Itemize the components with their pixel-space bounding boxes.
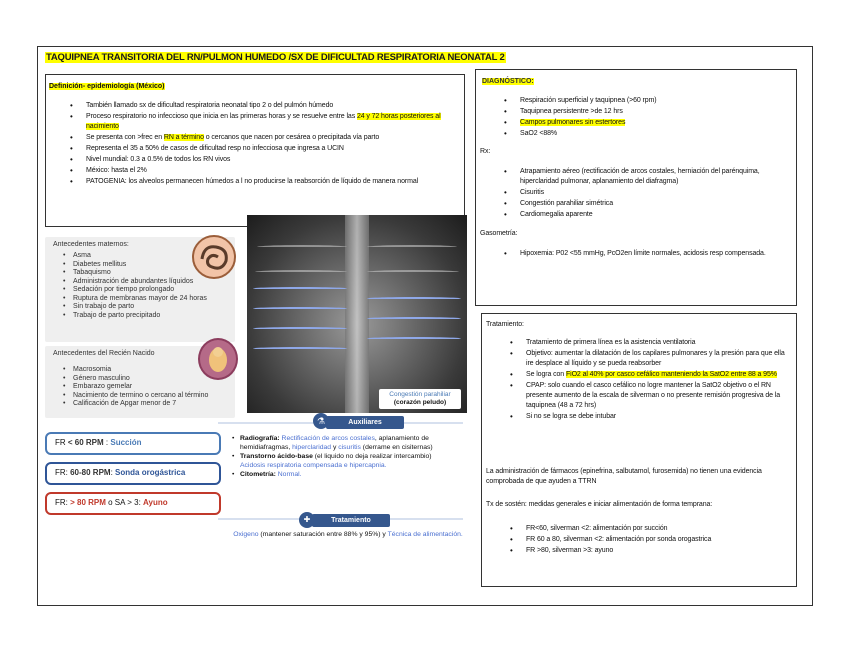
- uterus-icon: [192, 235, 236, 279]
- definicion-item: [54, 166, 459, 176]
- sosten-item-text: FR >80, silverman >3: ayuno: [526, 547, 614, 554]
- rx-item: [488, 210, 788, 220]
- xray-marker-line: [367, 337, 461, 340]
- tratamiento-item: [494, 381, 786, 411]
- definicion-item: [54, 112, 459, 132]
- definicion-item: [54, 133, 459, 143]
- farmacos-text: La administración de fármacos (epinefrina, salbutamol, furosemida) no tienen una evidencia comprobada de que ayuden a TTRN: [486, 468, 762, 485]
- rx-item-text: Atrapamiento aéreo (rectificación de arcos costales, herniación del parénquima, hiperclaridad pulmonar, aplanamiento del diafragma): [520, 168, 760, 185]
- xray-marker-line: [367, 297, 461, 300]
- sosten-item: [494, 524, 786, 534]
- pill-separator: :: [103, 438, 111, 447]
- xray-marker-line: [367, 317, 461, 320]
- definicion-heading: Definición- epidemiología (México): [49, 83, 165, 90]
- thermometer-icon: ⚗: [313, 413, 329, 429]
- pill-action: Succión: [110, 438, 142, 447]
- tratamiento-item: [494, 412, 786, 422]
- rx-item-text: Cisuritis: [520, 189, 544, 196]
- rx-and: y: [331, 444, 339, 451]
- auxiliares-content: [232, 434, 464, 479]
- xray-rib: [367, 270, 459, 274]
- fr-sonda-pill: [45, 462, 221, 485]
- highlighted-text: 24 y 72 horas posteriores al nacimiento: [86, 113, 441, 130]
- item-text: Nivel mundial: 0.3 a 0.5% de todos los RN vivos: [86, 156, 231, 163]
- fetus-icon: [198, 338, 238, 380]
- medicine-icon: ✚: [299, 512, 315, 528]
- definicion-item: [54, 101, 459, 111]
- tratamiento-item-text: Se logra con: [526, 371, 566, 378]
- citometria-item: • Citometría: Normal.: [232, 471, 302, 478]
- tratamiento-item-text: Si no se logra se debe intubar: [526, 413, 617, 420]
- tratamiento-highlight: FiO2 al 40% por casco cefálico manteniendo la SatO2 entre 88 a 95%: [565, 371, 777, 378]
- acido-base-text: (el liquido no deja realizar intercambio): [312, 453, 432, 460]
- oxigeno-text: (mantener saturación entre 88% y 95%) y: [258, 531, 388, 538]
- pill-value: 60-80 RPM: [70, 468, 111, 477]
- tratamiento-item-text: Objetivo: aumentar la dilatación de los capilares pulmonares y la presión para que ella ire desplace al líquido y se pueda reabsorber: [526, 350, 785, 367]
- xray-rib: [255, 270, 347, 274]
- pill-separator: o SA > 3:: [105, 498, 144, 507]
- rx-rectificacion: Rectificación de arcos costales: [281, 435, 375, 442]
- rx-item-text: Cardiomegalia aparente: [520, 211, 593, 218]
- antecedente-rn-item-text: Embarazo gemelar: [73, 383, 133, 390]
- item-text: México: hasta el 2%: [86, 167, 147, 174]
- item-text: o cercanos que nacen por cesárea o precipitada vía parto: [203, 134, 380, 141]
- xray-marker-line: [253, 327, 347, 330]
- diagnostico-item-text: SaO2 <88%: [520, 130, 558, 137]
- sosten-item: [494, 535, 786, 545]
- chest-xray-image: [247, 215, 467, 413]
- diagnostico-item: [488, 118, 788, 128]
- pill-value: < 60 RPM: [67, 438, 104, 447]
- page-title: TAQUIPNEA TRANSITORIA DEL RN/PULMON HUMEDO /SX DE DIFICULTAD RESPIRATORIA NEONATAL 2: [46, 52, 505, 63]
- antecedentes-maternos-heading: Antecedentes maternos:: [53, 241, 129, 248]
- diagnostico-item-text: Respiración superficial y taquipnea (>60 rpm): [520, 97, 657, 104]
- definicion-item: [54, 155, 459, 165]
- tratamiento-box: [481, 313, 797, 587]
- antecedente-rn-item-text: Macrosomia: [73, 366, 112, 373]
- sosten-text: Tx de sostén: medidas generales e iniciar alimentación de forma temprana:: [486, 501, 713, 508]
- sosten-list: [494, 524, 786, 557]
- auxiliares-banner: Auxiliares: [326, 416, 404, 429]
- radiografia-label: Radiografía:: [240, 435, 282, 442]
- xray-rib: [257, 245, 347, 249]
- diagnostico-item: [488, 96, 788, 106]
- antecedente-materno-item: [63, 303, 235, 312]
- tratamiento-item: [494, 349, 786, 369]
- item-text: Proceso respiratorio no infeccioso que inicia en las primeras horas y se resuelve entre las: [86, 113, 357, 120]
- tratamiento-item-text: Tratamiento de primera línea es la asistencia ventilatoria: [526, 339, 696, 346]
- acido-base-label: Transtorno ácido-base: [240, 453, 313, 460]
- antecedente-materno-item-text: Asma: [73, 252, 91, 259]
- rx-hiperclaridad: hiperclaridad: [292, 444, 332, 451]
- xray-marker-line: [253, 347, 347, 350]
- antecedente-materno-item: [63, 312, 235, 321]
- tratamiento-heading: Tratamiento:: [486, 321, 524, 328]
- acido-base-result: Acidosis respiratoria compensada e hipercapnia.: [240, 462, 387, 469]
- sosten-item: [494, 546, 786, 556]
- antecedente-rn-item-text: Nacimiento de termino o cercano al término: [73, 391, 209, 399]
- diagnostico-item: [488, 107, 788, 117]
- rx-cisuritis: cisuritis: [338, 444, 361, 451]
- definicion-list: [54, 101, 459, 188]
- antecedente-materno-item-text: Administración de abundantes líquidos: [73, 277, 194, 285]
- pill-prefix: FR: [55, 438, 68, 447]
- tratamiento-list: [494, 338, 786, 423]
- antecedente-rn-item: [63, 383, 235, 392]
- tratamiento-item: [494, 338, 786, 348]
- rx-list: [488, 167, 788, 221]
- rx-end: (derrame en cisiternas): [360, 444, 433, 451]
- diagnostico-heading: DIAGNÓSTICO:: [482, 78, 534, 85]
- xray-marker-line: [253, 307, 347, 310]
- tratamiento-item: [494, 370, 786, 380]
- radiografia-item: • Radiografía: Rectificación de arcos costales, aplanamiento de hemidiafragmas, hiperclaridad y cisuritis (derrame en cisiternas): [232, 435, 433, 451]
- fr-succion-pill: [45, 432, 221, 455]
- gasometria-list: [488, 249, 788, 260]
- antecedente-rn-item: [63, 392, 235, 401]
- gasometria-item: [488, 249, 788, 259]
- antecedente-materno-item-text: Ruptura de membranas mayor de 24 horas: [73, 294, 207, 302]
- gasometria-label: Gasometría:: [480, 230, 518, 237]
- pill-value: > 80 RPM: [70, 498, 106, 507]
- xray-marker-line: [253, 287, 347, 290]
- definicion-item: [54, 144, 459, 154]
- item-text: También llamado sx de dificultad respiratoria neonatal tipo 2 o del pulmón húmedo: [86, 102, 334, 109]
- oxigeno-label: Oxigeno: [233, 531, 259, 538]
- antecedente-materno-item-text: Tabaquismo: [73, 269, 111, 276]
- rx-mid: , aplanamiento de hemidiafragmas,: [240, 435, 429, 451]
- pill-action: Ayuno: [143, 498, 168, 507]
- tratamiento-banner: Tratamiento: [312, 514, 390, 527]
- diagnostico-item: [488, 129, 788, 139]
- item-text: PATOGENIA: los alveolos permanecen húmedos a l no producirse la reabsorción de líquido de manera normal: [86, 178, 419, 185]
- antecedente-rn-item-text: Género masculino: [73, 374, 130, 382]
- definicion-item: [54, 177, 459, 187]
- rx-item: [488, 167, 788, 187]
- antecedente-materno-item: [63, 295, 235, 304]
- sosten-item-text: FR<60, silverman <2: alimentación por succión: [526, 525, 668, 532]
- fr-ayuno-pill: [45, 492, 221, 515]
- tratamiento-item-text: CPAP: solo cuando el casco cefálico no logre mantener la SatO2 objetivo o el RN presente aumento de la escala de silverman o no presente remisión progresiva de la taquipnea (48 a 72 hrs): [526, 382, 781, 409]
- pill-prefix: FR:: [55, 468, 71, 477]
- antecedente-rn-item: [63, 400, 235, 409]
- rx-label: Rx:: [480, 148, 491, 155]
- gasometria-item-text: Hipoxemia: P02 <55 mmHg, PcO2en límite normales, acidosis resp compensada.: [520, 250, 766, 257]
- xray-caption-line1: Congestión parahiliar: [389, 391, 451, 398]
- pill-prefix: FR:: [55, 498, 71, 507]
- diagnostico-list: [488, 96, 788, 140]
- citometria-value: Normal.: [277, 471, 302, 478]
- antecedente-rn-item-text: Calificación de Apgar menor de 7: [73, 400, 177, 407]
- antecedente-materno-item: [63, 286, 235, 295]
- xray-caption-line2: (corazón peludo): [393, 399, 447, 406]
- diagnostico-box: [475, 69, 797, 306]
- antecedentes-rn-heading: Antecedentes del Recién Nacido: [53, 350, 155, 357]
- xray-rib: [367, 245, 457, 249]
- antecedente-materno-item-text: Sin trabajo de parto: [73, 303, 135, 310]
- item-text: Representa el 35 a 50% de casos de dificultad resp no infecciosa que ingresa a UCIN: [86, 145, 344, 152]
- pill-separator: :: [110, 468, 116, 477]
- sosten-item-text: FR 60 a 80, silverman <2: alimentación por sonda orogastrica: [526, 536, 712, 543]
- antecedente-materno-item-text: Trabajo de parto precipitado: [73, 311, 161, 319]
- pill-action: Sonda orogástrica: [115, 468, 186, 477]
- tecnica-alimentacion: Técnica de alimentación.: [387, 531, 463, 538]
- diagnostico-item-text: Campos pulmonares sin estertores: [520, 119, 626, 126]
- antecedente-materno-item-text: Sedación por tiempo prolongado: [73, 286, 175, 293]
- definicion-box: [45, 74, 465, 227]
- highlighted-text: RN a término: [163, 134, 204, 141]
- acido-base-item: • Transtorno ácido-base (el liquido no deja realizar intercambio) Acidosis respiratoria compensada e hipercapnia.: [232, 453, 432, 469]
- tratamiento-center-text: [232, 530, 464, 539]
- item-text: Se presenta con >frec en: [86, 134, 164, 141]
- rx-item: [488, 199, 788, 209]
- xray-spine: [345, 215, 369, 413]
- antecedente-materno-item-text: Diabetes mellitus: [73, 260, 127, 268]
- diagnostico-item-text: Taquipnea persistentre >de 12 hrs: [520, 108, 623, 115]
- rx-item: [488, 188, 788, 198]
- rx-item-text: Congestión parahiliar simétrica: [520, 200, 613, 207]
- citometria-label: Citometría:: [240, 471, 278, 478]
- xray-caption: [379, 389, 461, 409]
